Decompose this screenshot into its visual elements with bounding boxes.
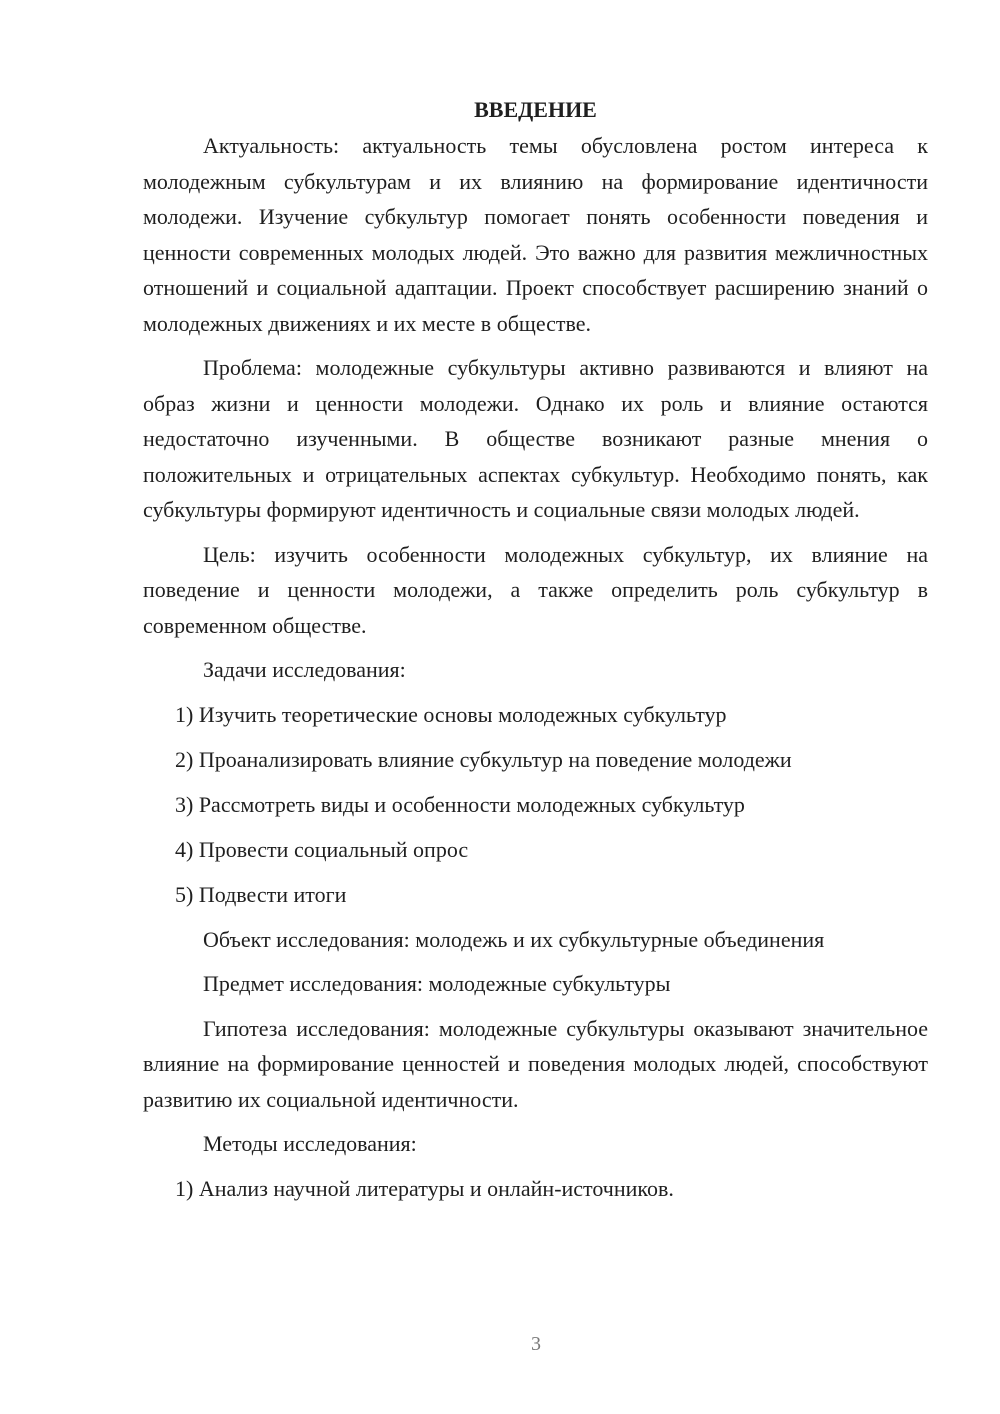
tasks-heading: Задачи исследования: bbox=[203, 657, 406, 682]
tasks-list bbox=[143, 697, 928, 913]
methods-heading: Методы исследования: bbox=[203, 1131, 417, 1156]
hypothesis-paragraph: Гипотеза исследования: молодежные субкультуры оказывают значительное влияние на формирование ценностей и поведения молодых людей, способствуют развитию их социальной идентичности. bbox=[143, 1015, 928, 1112]
list-item: 1) Изучить теоретические основы молодежных субкультур bbox=[175, 702, 727, 727]
list-item: 2) Проанализировать влияние субкультур на поведение молодежи bbox=[175, 747, 792, 772]
relevance-paragraph: Актуальность: актуальность темы обусловлена ростом интереса к молодежным субкультурам и их влиянию на формирование идентичности молодежи. Изучение субкультур помогает понять особенности поведения и ценности современных молодых людей. Это важно для развития межличностных отношений и социальной адаптации. Проект способствует расширению знаний о молодежных движениях и их месте в обществе. bbox=[143, 133, 928, 336]
subject-paragraph: Предмет исследования: молодежные субкультуры bbox=[203, 971, 671, 996]
list-item: 3) Рассмотреть виды и особенности молодежных субкультур bbox=[175, 792, 745, 817]
list-item: 1) Анализ научной литературы и онлайн-источников. bbox=[175, 1176, 674, 1201]
list-item: 5) Подвести итоги bbox=[175, 882, 347, 907]
page-title: ВВЕДЕНИЕ bbox=[474, 97, 597, 122]
problem-paragraph: Проблема: молодежные субкультуры активно развиваются и влияют на образ жизни и ценности молодежи. Однако их роль и влияние остаются недостаточно изученными. В обществе возникают разные мнения о положительных и отрицательных аспектах субкультур. Необходимо понять, как субкультуры формируют идентичность и социальные связи молодых людей. bbox=[143, 355, 928, 522]
page-number: 3 bbox=[531, 1333, 541, 1355]
page-content bbox=[143, 92, 928, 1207]
object-paragraph: Объект исследования: молодежь и их субкультурные объединения bbox=[203, 926, 825, 952]
goal-paragraph: Цель: изучить особенности молодежных субкультур, их влияние на поведение и ценности молодежи, а также определить роль субкультур в современном обществе. bbox=[143, 541, 928, 638]
list-item: 4) Провести социальный опрос bbox=[175, 837, 469, 862]
methods-list bbox=[143, 1171, 928, 1207]
